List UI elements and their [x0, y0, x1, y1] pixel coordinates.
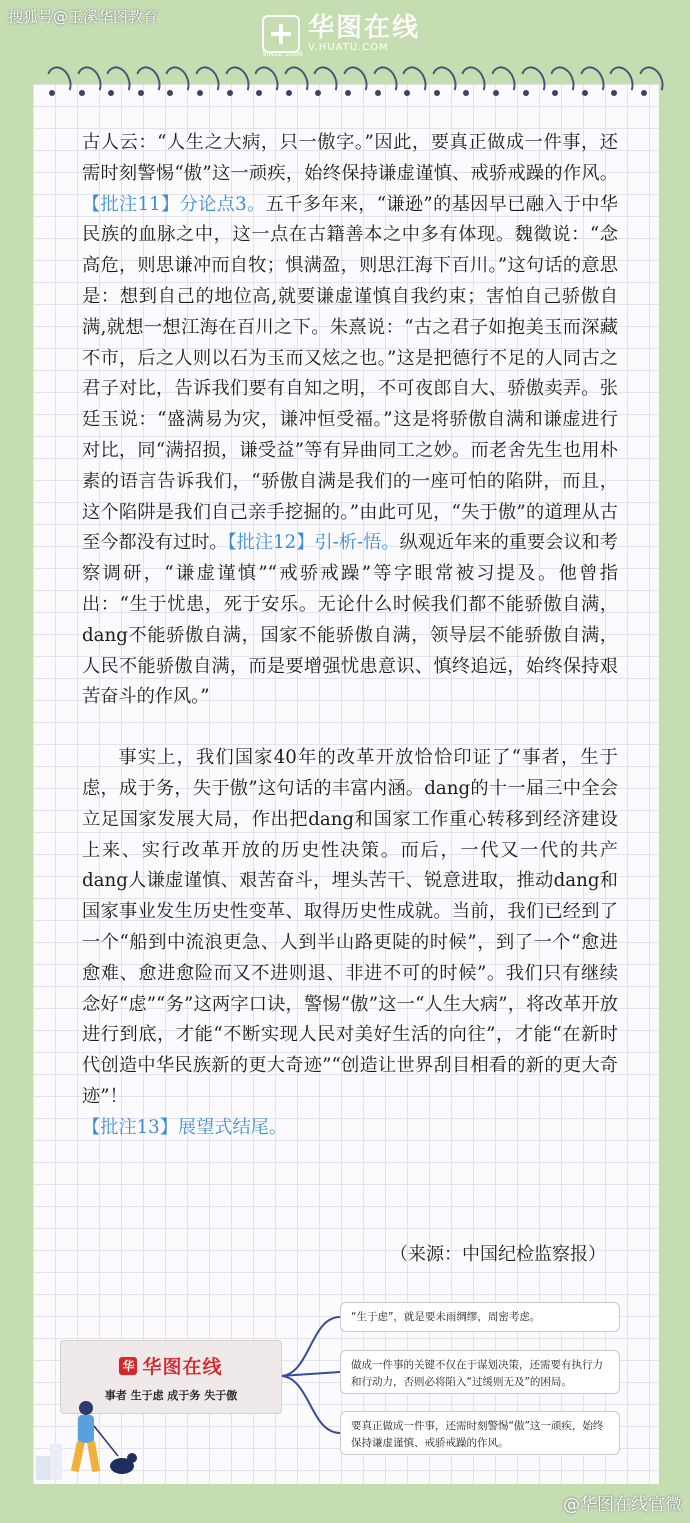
binder-ring-icon	[575, 63, 608, 101]
huatu-mark-icon: 华	[119, 1357, 137, 1375]
binder-ring-icon	[545, 63, 578, 101]
binder-hole	[49, 90, 55, 96]
binder-rings	[33, 66, 659, 106]
brand-name: 华图在线	[308, 13, 421, 43]
binder-ring-icon	[220, 63, 253, 101]
binder-hole	[582, 90, 588, 96]
binder-ring-icon	[368, 63, 401, 101]
article-source: （来源：中国纪检监察报）	[390, 1244, 606, 1265]
binder-hole	[375, 90, 381, 96]
binder-ring-icon	[161, 63, 194, 101]
mindmap-branch-1: “生于虑”，就是要未雨绸缪，周密考虑。	[340, 1302, 620, 1332]
binder-ring-icon	[131, 63, 164, 101]
binder-hole	[197, 90, 203, 96]
binder-hole	[227, 90, 233, 96]
binder-ring-icon	[279, 63, 312, 101]
annotation-13: 【批注13】展望式结尾。	[82, 1116, 288, 1138]
binder-hole	[641, 90, 647, 96]
top-watermark: 搜狐号@玉溪华图教育	[8, 8, 159, 26]
paragraph-2: 事实上，我们国家40年的改革开放恰恰印证了“事者，生于虑，成于务，失于傲”这句话的丰富内涵。dang的十一届三中全会立足国家发展大局，作出把dang和国家工作重心转移到经济建设上来、实行改革开放的历史性决策。而后，一代又一代的共产dang人谦虚谨慎、艰苦奋斗，埋头苦干、锐意进取，推动dang和国家事业发生历史性变革、取得历史性成就。当前，我们已经到了一个“船到中流浪更急、人到半山路更陡的时候”，到了一个“愈进愈难、愈进愈险而又不进则退、非进不可的时候”。我们只有继续念好“虑”“务”这两字口诀，警惕“傲”这一“人生大病”，将改革开放进行到底，才能“不断实现人民对美好生活的向往”，才能“在新时代创造中华民族新的更大奇迹”“创造让世界刮目相看的新的更大奇迹”！ 【批注13】展望式结尾。	[82, 747, 618, 1138]
paragraph-1: 古人云：“人生之大病，只一傲字。”因此，要真正做成一件事，还需时刻警惕“傲”这一顽疾，始终保持谦虚谨慎、戒骄戒躁的作风。【批注11】分论点3。五千多年来，“谦逊”的基因早已融入于中华民族的血脉之中，这一点在古籍善本之中多有体现。魏徵说：“念高危，则思谦冲而自牧；惧满盈，则思江海下百川。”这句话的意思是：想到自己的地位高,就要谦虚谨慎自我约束；害怕自己骄傲自满,就想一想江海在百川之下。朱熹说：“古之君子如抱美玉而深藏不市，后之人则以石为玉而又炫之也。”这是把德行不足的人同古之君子对比，告诉我们要有自知之明，不可夜郎自大、骄傲卖弄。张廷玉说：“盛满易为灾，谦冲恒受福。”这是将骄傲自满和谦虚进行对比，同“满招损，谦受益”等有异曲同工之妙。而老舍先生也用朴素的语言告诉我们，“骄傲自满是我们的一座可怕的陷阱，而且，这个陷阱是我们自己亲手挖掘的。”由此可见，“失于傲”的道理从古至今都没有过时。【批注12】引-析-悟。纵观近年来的重要会议和考察调研，“谦虚谨慎”“戒骄戒躁”等字眼常被习提及。他曾指出：“生于忧患，死于安乐。无论什么时候我们都不能骄傲自满，dang不能骄傲自满，国家不能骄傲自满，领导层不能骄傲自满，人民不能骄傲自满，而是要增强忧患意识、慎终追远，始终保持艰苦奋斗的作风。”	[82, 132, 618, 708]
binder-hole	[523, 90, 529, 96]
binder-ring-icon	[72, 63, 105, 101]
binder-ring-icon	[338, 63, 371, 101]
binder-ring-icon	[457, 63, 490, 101]
mindmap-center-topic: 事者 生于虑 成于务 失于傲	[104, 1389, 238, 1402]
brand-since: SINCE 2006	[262, 50, 304, 58]
binder-hole	[345, 90, 351, 96]
bottom-watermark: @华图在线官微	[563, 1495, 682, 1515]
binder-ring-icon	[42, 63, 75, 101]
binder-hole	[138, 90, 144, 96]
mindmap-brand: 华图在线	[142, 1356, 223, 1378]
brand-url: V.HUATU.COM	[308, 42, 389, 53]
binder-hole	[286, 90, 292, 96]
annotation-12: 【批注12】引-析-悟。	[227, 532, 400, 554]
huatu-logo-icon	[262, 15, 300, 53]
mindmap-branch-3: 要真正做成一件事，还需时刻警惕“傲”这一顽疾，始终保持谦虚谨慎、戒骄戒躁的作风。	[340, 1411, 620, 1455]
binder-ring-icon	[516, 63, 549, 101]
binder-ring-icon	[634, 63, 667, 101]
binder-ring-icon	[309, 63, 342, 101]
binder-hole	[493, 90, 499, 96]
article-body	[82, 128, 618, 1144]
binder-ring-icon	[397, 63, 430, 101]
binder-ring-icon	[190, 63, 223, 101]
binder-hole	[79, 90, 85, 96]
brand-header	[262, 14, 420, 53]
annotation-11: 【批注11】分论点3。	[82, 193, 266, 215]
binder-ring-icon	[486, 63, 519, 101]
binder-ring-icon	[249, 63, 282, 101]
binder-ring-icon	[605, 63, 638, 101]
mindmap-branch-2: 做成一件事的关键不仅在于谋划决策，还需要有执行力和行动力，否则必将陷入“过缓则无及”的困局。	[340, 1350, 620, 1394]
person-with-dog-illustration	[36, 1400, 156, 1484]
binder-ring-icon	[427, 63, 460, 101]
binder-hole	[434, 90, 440, 96]
binder-ring-icon	[101, 63, 134, 101]
